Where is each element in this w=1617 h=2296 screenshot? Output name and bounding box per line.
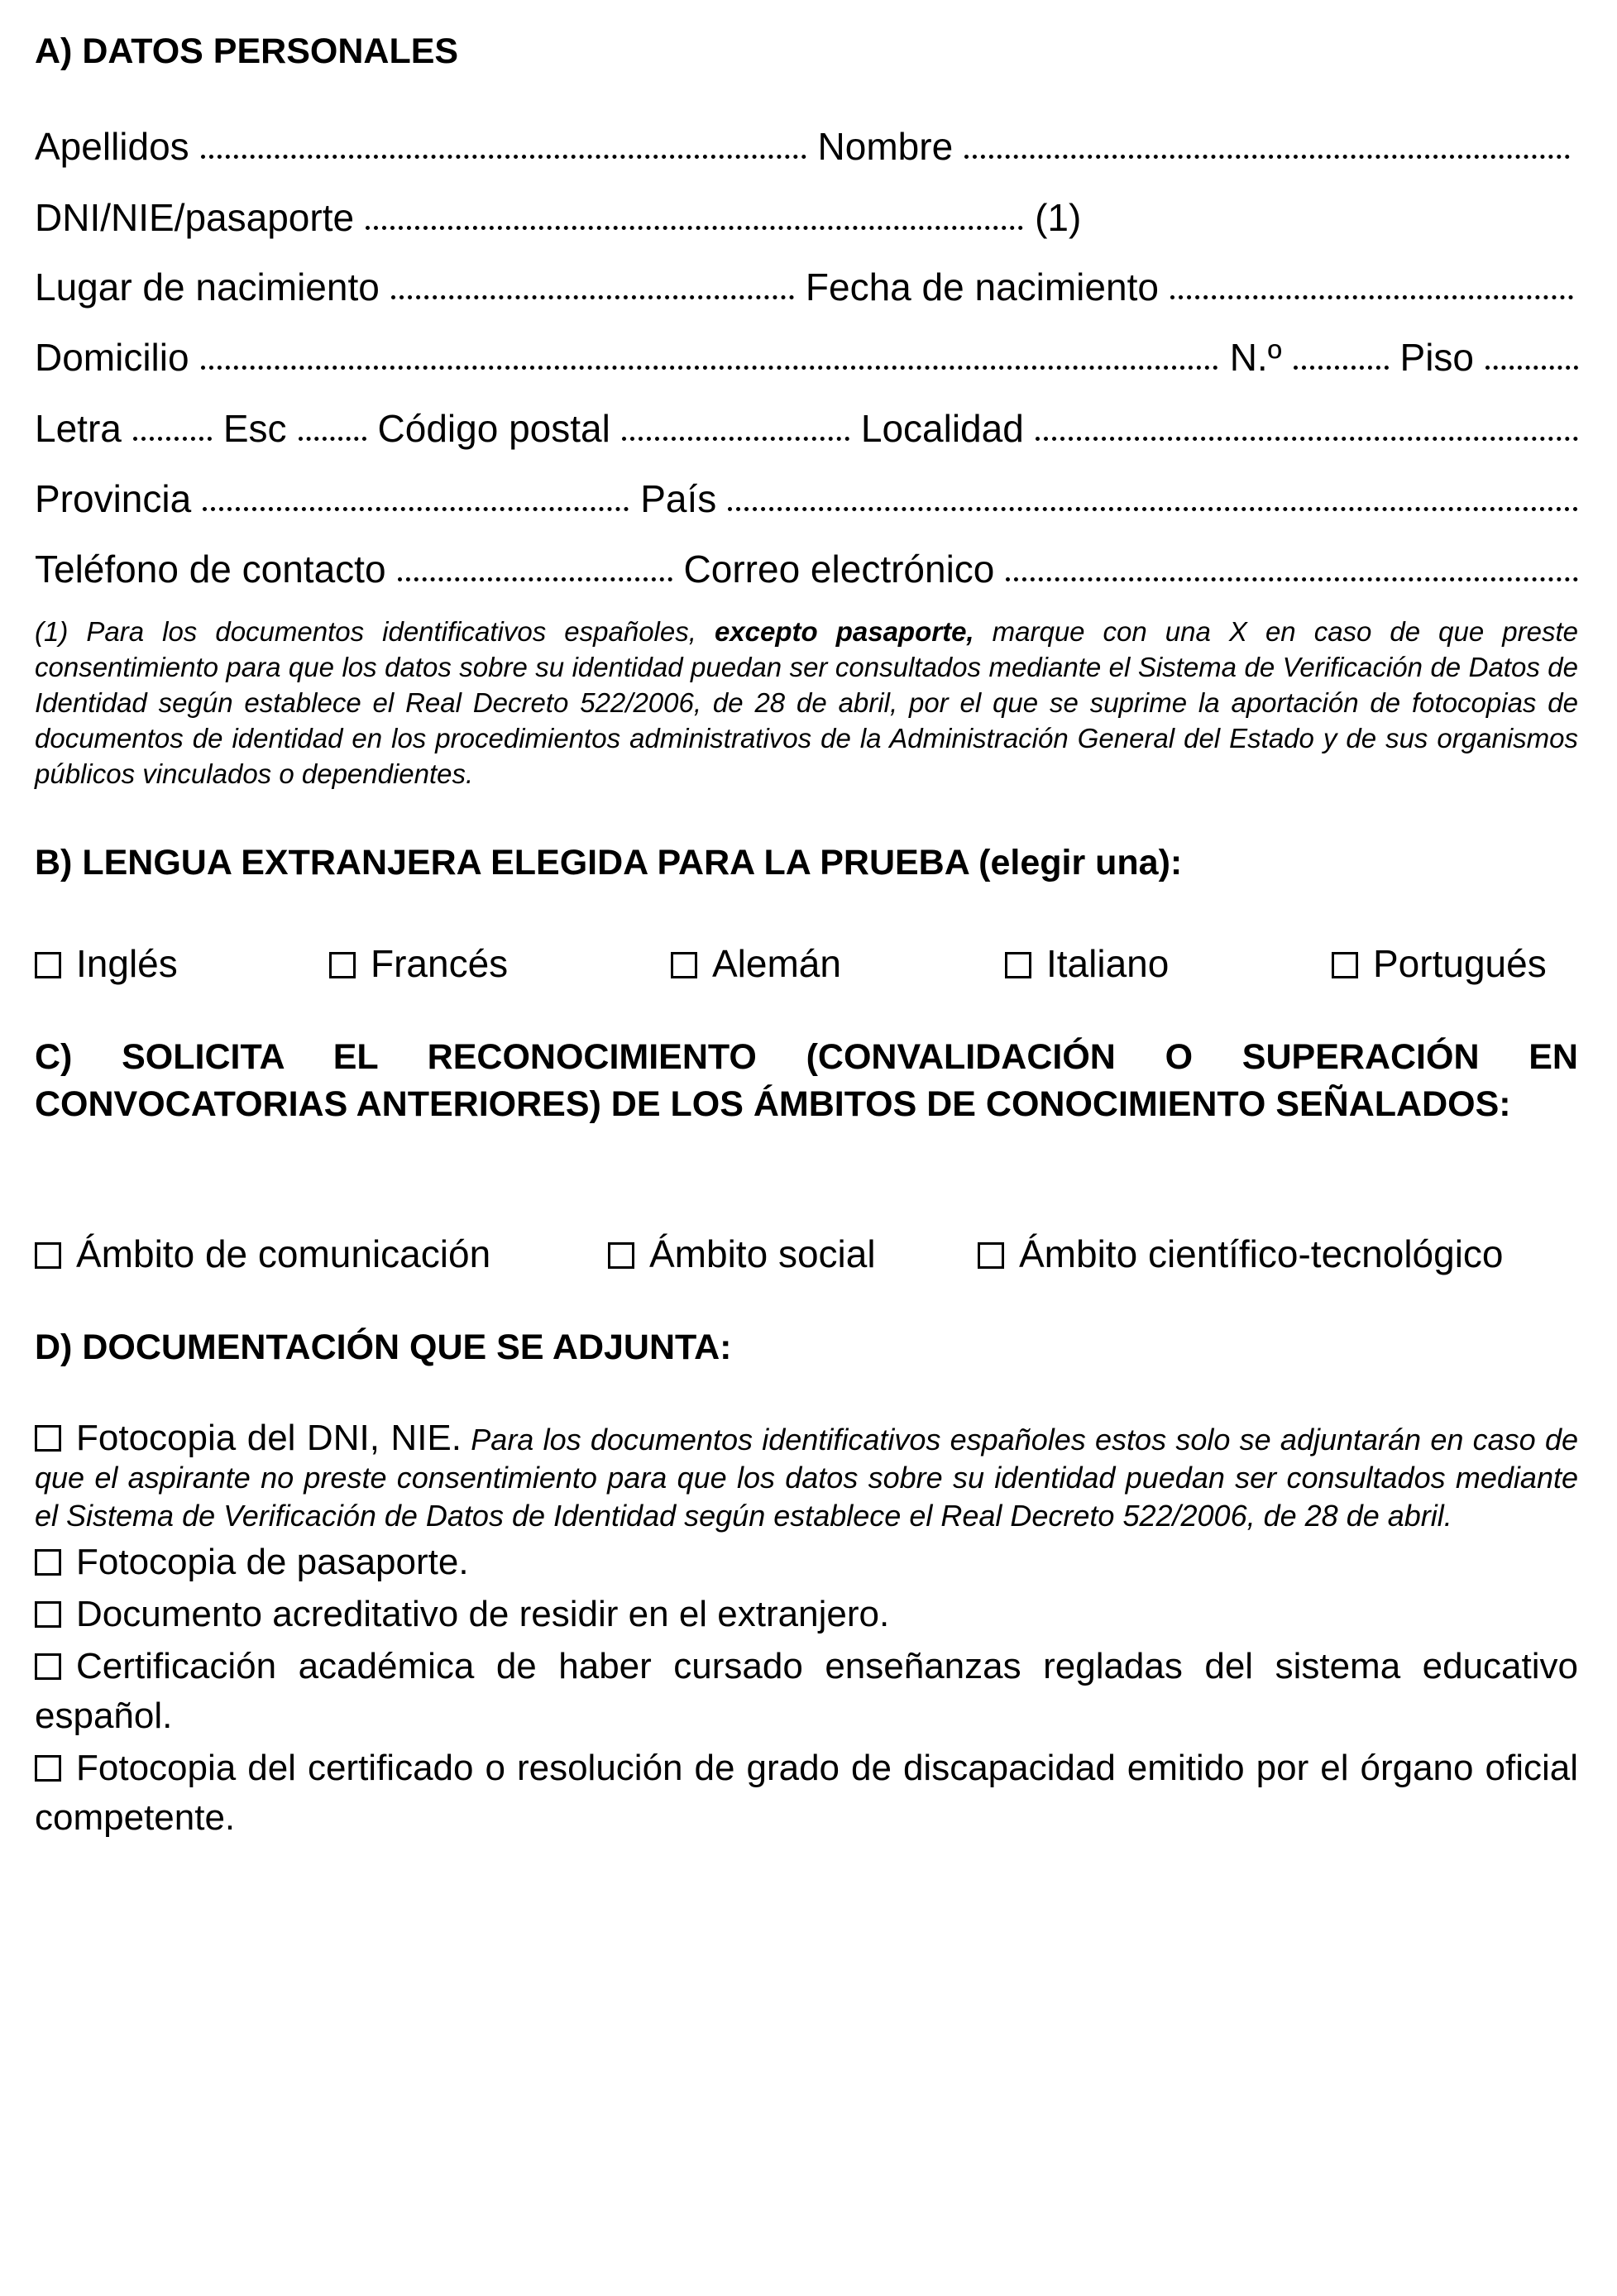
- checkbox-frances[interactable]: [329, 952, 356, 978]
- checkbox-ambito-comunicacion[interactable]: [35, 1242, 61, 1269]
- option-ingles-label: Inglés: [76, 942, 178, 985]
- option-ambito-social[interactable]: [608, 1225, 876, 1283]
- doc-discapacidad-label: Fotocopia del certificado o resolución de grado de discapacidad emitido por el órgano oficial competente.: [35, 1748, 1578, 1838]
- doc-item-pasaporte: [35, 1538, 1578, 1587]
- option-ambito-social-label: Ámbito social: [649, 1232, 876, 1275]
- option-portugues-label: Portugués: [1373, 942, 1547, 985]
- ambito-options: [35, 1225, 1578, 1283]
- option-ambito-comunicacion[interactable]: [35, 1225, 490, 1283]
- field-pais[interactable]: [728, 507, 1578, 511]
- field-telefono[interactable]: [398, 577, 672, 581]
- option-portugues[interactable]: [1332, 935, 1547, 993]
- section-d-title: D) DOCUMENTACIÓN QUE SE ADJUNTA:: [35, 1327, 732, 1367]
- field-fecha-nacimiento[interactable]: [1170, 295, 1573, 299]
- field-localidad[interactable]: [1036, 437, 1578, 441]
- row-telefono-correo: [35, 540, 1578, 598]
- option-ingles[interactable]: [35, 935, 178, 993]
- label-dni: DNI/NIE/pasaporte: [35, 196, 355, 239]
- checkbox-ingles[interactable]: [35, 952, 61, 978]
- option-italiano-label: Italiano: [1046, 942, 1170, 985]
- row-domicilio: [35, 328, 1578, 386]
- label-correo: Correo electrónico: [683, 548, 995, 591]
- checkbox-aleman[interactable]: [671, 952, 697, 978]
- checkbox-ambito-cientifico[interactable]: [978, 1242, 1004, 1269]
- label-provincia: Provincia: [35, 477, 192, 520]
- field-dni[interactable]: [366, 226, 1023, 230]
- label-piso: Piso: [1399, 336, 1474, 379]
- doc-item-dni-nie: [35, 1419, 1578, 1535]
- label-domicilio: Domicilio: [35, 336, 189, 379]
- checkbox-doc-discapacidad[interactable]: [35, 1755, 61, 1782]
- doc-dni-nie-label: Fotocopia del DNI, NIE.: [76, 1418, 462, 1458]
- option-ambito-cientifico-label: Ámbito científico-tecnológico: [1019, 1232, 1504, 1275]
- option-aleman[interactable]: [671, 935, 841, 993]
- field-letra[interactable]: [133, 437, 212, 441]
- row-provincia-pais: [35, 470, 1578, 528]
- field-apellidos[interactable]: [201, 155, 806, 159]
- section-b-title: B) LENGUA EXTRANJERA ELEGIDA PARA LA PRUEBA (elegir una):: [35, 843, 1183, 883]
- field-correo[interactable]: [1006, 577, 1578, 581]
- row-nacimiento: [35, 258, 1578, 316]
- checkbox-doc-dni-nie[interactable]: [35, 1425, 61, 1452]
- option-ambito-cientifico[interactable]: [978, 1225, 1504, 1283]
- label-codigo-postal: Código postal: [377, 407, 610, 450]
- section-a-title: A) DATOS PERSONALES: [35, 31, 459, 71]
- doc-pasaporte-label: Fotocopia de pasaporte.: [76, 1542, 469, 1582]
- label-pais: País: [640, 477, 717, 520]
- field-codigo-postal[interactable]: [622, 437, 849, 441]
- label-numero: N.º: [1229, 336, 1282, 379]
- doc-dni-nie-note: Para los documentos identificativos españoles estos solo se adjuntarán en caso de que el aspirante no preste consentimiento para que los datos sobre su identidad puedan ser consultados mediante el Sistema de Verificación de Datos de Identidad según establece el Real Decreto 522/2006, de 28 de abril.: [35, 1423, 1579, 1533]
- row-letra-localidad: [35, 399, 1578, 457]
- field-numero[interactable]: [1294, 366, 1389, 370]
- section-c-title: C) SOLICITA EL RECONOCIMIENTO (CONVALIDACIÓN O SUPERACIÓN EN CONVOCATORIAS ANTERIORES) DE LOS ÁMBITOS DE CONOCIMIENTO SEÑALADOS:: [35, 1037, 1578, 1124]
- label-lugar-nacimiento: Lugar de nacimiento: [35, 265, 380, 309]
- documentation-list: [35, 1419, 1578, 1843]
- footnote-consentimiento: [35, 614, 1578, 792]
- checkbox-doc-pasaporte[interactable]: [35, 1549, 61, 1576]
- label-nombre: Nombre: [817, 125, 954, 168]
- checkbox-italiano[interactable]: [1005, 952, 1031, 978]
- row-dni: [35, 189, 1578, 246]
- doc-residencia-label: Documento acreditativo de residir en el extranjero.: [76, 1594, 890, 1634]
- label-escalera: Esc: [222, 407, 287, 450]
- row-apellidos-nombre: [35, 117, 1578, 175]
- label-letra: Letra: [35, 407, 122, 450]
- label-apellidos: Apellidos: [35, 125, 189, 168]
- option-ambito-comunicacion-label: Ámbito de comunicación: [76, 1232, 491, 1275]
- option-frances-label: Francés: [371, 942, 509, 985]
- doc-item-residencia: [35, 1590, 1578, 1639]
- footnote-bold: excepto pasaporte,: [714, 616, 974, 647]
- field-escalera[interactable]: [299, 437, 366, 441]
- field-piso[interactable]: [1485, 366, 1578, 370]
- checkbox-ambito-social[interactable]: [608, 1242, 634, 1269]
- footnote-text-2: marque con una X en caso de que preste consentimiento para que los datos sobre su identidad puedan ser consultados mediante el Sistema de Verificación de Datos de Identidad según establece el Real Decreto 522/2006, de 28 de abril, por el que se suprime la aportación de fotocopias de documentos de identidad en los procedimientos administrativos de la Administración General del Estado y de sus organismos públicos vinculados o dependientes.: [35, 616, 1578, 789]
- checkbox-doc-certificacion[interactable]: [35, 1653, 61, 1680]
- field-lugar-nacimiento[interactable]: [391, 295, 794, 299]
- language-options: [35, 935, 1578, 993]
- footnote-text-1: (1) Para los documentos identificativos españoles,: [35, 616, 715, 647]
- option-aleman-label: Alemán: [712, 942, 841, 985]
- doc-item-certificacion: [35, 1642, 1578, 1741]
- label-fecha-nacimiento: Fecha de nacimiento: [805, 265, 1159, 309]
- field-provincia[interactable]: [203, 507, 629, 511]
- checkbox-doc-residencia[interactable]: [35, 1601, 61, 1628]
- label-dni-footnote-ref: (1): [1035, 196, 1082, 239]
- label-localidad: Localidad: [860, 407, 1024, 450]
- option-frances[interactable]: [329, 935, 508, 993]
- checkbox-portugues[interactable]: [1332, 952, 1358, 978]
- field-nombre[interactable]: [964, 155, 1570, 159]
- field-domicilio[interactable]: [201, 366, 1218, 370]
- label-telefono: Teléfono de contacto: [35, 548, 386, 591]
- doc-certificacion-label: Certificación académica de haber cursado enseñanzas regladas del sistema educativo español.: [35, 1646, 1578, 1736]
- doc-item-discapacidad: [35, 1744, 1578, 1843]
- option-italiano[interactable]: [1005, 935, 1169, 993]
